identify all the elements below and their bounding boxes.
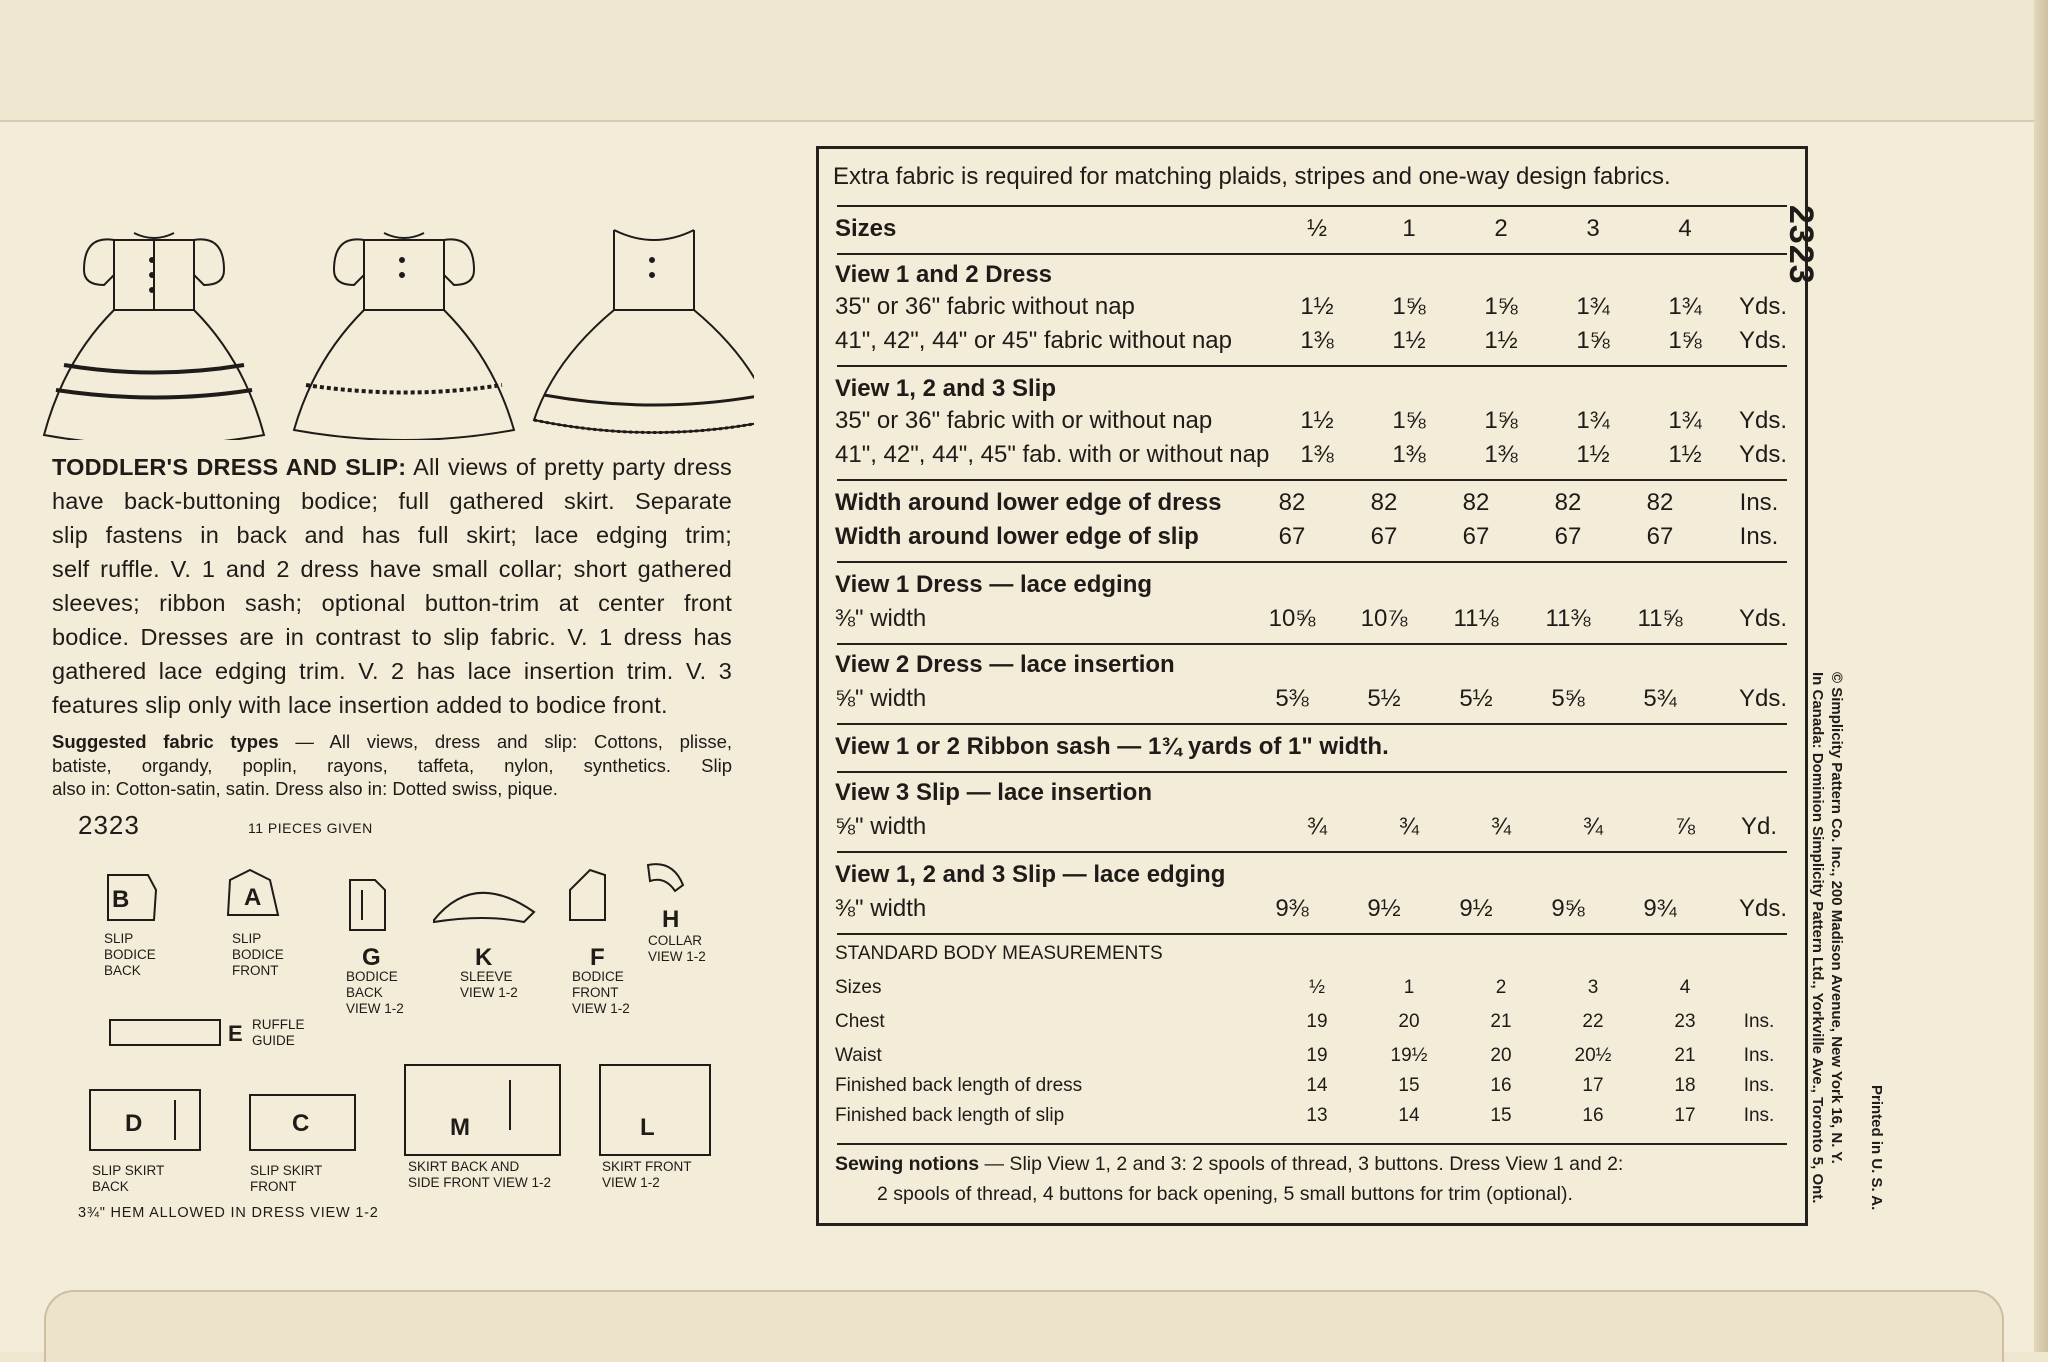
piece-label: SKIRT BACK AND — [408, 1159, 520, 1174]
piece-letter: G — [362, 944, 381, 971]
piece-g — [346, 880, 404, 1016]
cell: 1¾ — [1668, 407, 1702, 434]
piece-label: BACK — [104, 963, 141, 978]
row-label: Finished back length of dress — [835, 1075, 1083, 1096]
piece-label: SLIP SKIRT — [92, 1163, 165, 1178]
piece-m — [405, 1065, 560, 1190]
copyright-line: © Simplicity Pattern Co. Inc., 200 Madison Avenue, New York 16, N. Y. — [1828, 672, 1845, 1164]
cell: 21 — [1490, 1011, 1512, 1032]
cell: 14 — [1306, 1075, 1328, 1096]
unit: Ins. — [1743, 1105, 1775, 1126]
cell: 2 — [1495, 977, 1507, 998]
table-divider — [837, 479, 1787, 481]
cell: 22 — [1582, 1011, 1604, 1032]
piece-k — [434, 893, 534, 1000]
cell: 5½ — [1459, 685, 1493, 712]
pattern-pieces-diagram — [80, 855, 760, 1235]
cell: 67 — [1554, 523, 1582, 550]
fabrics-line: — All views, dress and slip: Cottons, plisse, — [295, 731, 733, 752]
unit: Yds. — [1739, 327, 1788, 354]
piece-d — [90, 1090, 200, 1194]
piece-label: SIDE FRONT VIEW 1-2 — [408, 1175, 552, 1190]
piece-a — [228, 870, 284, 978]
table-divider — [837, 933, 1787, 935]
cell: 15 — [1398, 1075, 1420, 1096]
section-title: View 1, 2 and 3 Slip — [835, 375, 1056, 402]
piece-f — [570, 870, 630, 1016]
table-divider — [837, 1143, 1787, 1145]
piece-label: BODICE — [572, 969, 624, 984]
section-title: View 1 Dress — lace edging — [835, 571, 1153, 598]
piece-label: SLIP — [232, 931, 262, 946]
size-col-header: 1 — [1402, 215, 1416, 242]
piece-l — [600, 1065, 710, 1190]
piece-label: GUIDE — [252, 1033, 295, 1048]
cell: ½ — [1309, 977, 1325, 998]
cell: 1¾ — [1668, 293, 1702, 320]
sizes-header-row — [819, 209, 1805, 249]
unit: Yds. — [1739, 895, 1788, 922]
section-title: View 3 Slip — lace insertion — [835, 779, 1153, 806]
cell: 82 — [1462, 489, 1490, 516]
row-label: ⅝" width — [835, 813, 927, 840]
cell: 1⅝ — [1576, 327, 1610, 354]
sewing-notions-label: Sewing notions — [835, 1153, 980, 1175]
fabrics-line: batiste, organdy, poplin, rayons, taffeta, nylon, synthetics. Slip — [52, 754, 732, 776]
yardage-table — [816, 146, 1808, 1226]
piece-letter: M — [450, 1114, 470, 1141]
cell: 1½ — [1484, 327, 1518, 354]
suggested-fabrics — [52, 730, 732, 801]
table-divider — [837, 723, 1787, 725]
piece-label: VIEW 1-2 — [602, 1175, 660, 1190]
unit: Yds. — [1739, 605, 1788, 632]
piece-letter: K — [475, 944, 493, 971]
row-label: Sizes — [835, 977, 882, 998]
cell: ¾ — [1582, 813, 1603, 840]
row-label: Chest — [835, 1011, 885, 1032]
cell: 11⅛ — [1453, 605, 1499, 632]
cell: 9¾ — [1643, 895, 1677, 922]
cell: 67 — [1370, 523, 1398, 550]
fabrics-line: also in: Cotton-satin, satin. Dress also in: Dotted swiss, pique. — [52, 778, 558, 799]
cell: 5⅝ — [1551, 685, 1585, 712]
cell: 67 — [1646, 523, 1674, 550]
cell: 1½ — [1300, 407, 1334, 434]
description-line: slip fastens in back and has full skirt; lace edging trim; — [52, 522, 732, 548]
row-label: ⅝" width — [835, 685, 927, 712]
unit: Ins. — [1743, 1045, 1775, 1066]
cell: 67 — [1278, 523, 1306, 550]
cell: 1⅜ — [1392, 441, 1426, 468]
cell: ⅞ — [1674, 813, 1695, 840]
view-1-dress-drawing — [44, 233, 264, 440]
piece-label: BODICE — [346, 969, 398, 984]
cell: 5¾ — [1643, 685, 1677, 712]
unit: Ins. — [1743, 1075, 1775, 1096]
cell: 1½ — [1576, 441, 1610, 468]
table-divider — [837, 205, 1787, 207]
cell: 14 — [1398, 1105, 1420, 1126]
envelope-edge — [2034, 0, 2048, 1352]
row-label: ⅜" width — [835, 895, 927, 922]
cell: 19 — [1306, 1011, 1328, 1032]
cell: 1½ — [1392, 327, 1426, 354]
cell: 9⅝ — [1551, 895, 1585, 922]
view-2-dress-drawing — [294, 233, 514, 440]
section-title: View 1, 2 and 3 Slip — lace edging — [835, 861, 1226, 888]
size-col-header: ½ — [1306, 215, 1327, 242]
unit: Yds. — [1739, 407, 1788, 434]
sewing-notions-line — [835, 1153, 1623, 1176]
table-divider — [837, 851, 1787, 853]
piece-letter: H — [662, 906, 680, 933]
cell: 15 — [1490, 1105, 1512, 1126]
copyright-notice — [1808, 672, 1846, 1203]
row-label: Width around lower edge of slip — [835, 523, 1199, 550]
cell: ¾ — [1306, 813, 1327, 840]
row-label: 35" or 36" fabric without nap — [835, 293, 1135, 320]
cell: 82 — [1278, 489, 1306, 516]
sewing-notions-text: — Slip View 1, 2 and 3: 2 spools of thread, 3 buttons. Dress View 1 and 2: — [984, 1153, 1624, 1175]
cell: 82 — [1370, 489, 1398, 516]
cell: 1⅜ — [1300, 441, 1334, 468]
piece-label: BODICE — [232, 947, 284, 962]
piece-letter: A — [244, 884, 262, 911]
piece-letter: C — [292, 1110, 310, 1137]
cell: 1⅝ — [1484, 293, 1518, 320]
pattern-number-small: 2323 — [78, 810, 140, 840]
cell: 20½ — [1574, 1045, 1612, 1066]
unit: Yds. — [1739, 293, 1788, 320]
section-title: View 2 Dress — lace insertion — [835, 651, 1175, 678]
description-line: gathered lace edging trim. V. 2 has lace insertion trim. V. 3 — [52, 658, 732, 684]
pieces-given: 11 PIECES GIVEN — [248, 820, 373, 836]
cell: 82 — [1646, 489, 1674, 516]
description-line: sleeves; ribbon sash; optional button-trim at center front — [52, 590, 732, 616]
table-divider — [837, 643, 1787, 645]
piece-label: BACK — [346, 985, 383, 1000]
row-label: 35" or 36" fabric with or without nap — [835, 407, 1213, 434]
cell: 9½ — [1367, 895, 1401, 922]
cell: ¾ — [1398, 813, 1419, 840]
piece-letter: E — [228, 1021, 243, 1046]
cell: 17 — [1674, 1105, 1696, 1126]
size-col-header: 3 — [1586, 215, 1600, 242]
piece-label: FRONT — [232, 963, 279, 978]
cell: 23 — [1674, 1011, 1696, 1032]
cell: 9⅜ — [1275, 895, 1309, 922]
section-title: View 1 and 2 Dress — [835, 261, 1053, 288]
cell: 9½ — [1459, 895, 1493, 922]
description-line: have back-buttoning bodice; full gathered skirt. Separate — [52, 488, 732, 514]
piece-label: FRONT — [250, 1179, 297, 1194]
row-label: Waist — [835, 1045, 882, 1066]
envelope-bottom-flap — [44, 1290, 2004, 1362]
cell: 5½ — [1367, 685, 1401, 712]
unit: Yds. — [1739, 441, 1788, 468]
description-line: features slip only with lace insertion added to bodice front. — [52, 692, 668, 718]
cell: 19 — [1306, 1045, 1328, 1066]
piece-letter: F — [590, 944, 605, 971]
piece-letter: B — [112, 886, 130, 913]
view-3-slip-drawing — [534, 230, 754, 433]
piece-b — [104, 875, 156, 978]
cell: 16 — [1582, 1105, 1604, 1126]
envelope-top-flap — [0, 0, 2048, 122]
unit: Ins. — [1739, 489, 1779, 516]
cell: 11⅝ — [1637, 605, 1683, 632]
piece-letter: D — [125, 1110, 143, 1137]
row-label: Width around lower edge of dress — [835, 489, 1222, 516]
description-line: self ruffle. V. 1 and 2 dress have small collar; short gathered — [52, 556, 732, 582]
cell: 20 — [1490, 1045, 1512, 1066]
cell: 10⅞ — [1360, 605, 1408, 632]
cell: 17 — [1582, 1075, 1604, 1096]
size-col-header: 4 — [1678, 215, 1692, 242]
piece-e — [110, 1017, 305, 1048]
piece-label: FRONT — [572, 985, 619, 1000]
piece-label: BACK — [92, 1179, 129, 1194]
cell: 1¾ — [1576, 293, 1610, 320]
unit: Yds. — [1739, 685, 1788, 712]
piece-label: VIEW 1-2 — [460, 985, 518, 1000]
piece-h — [648, 864, 706, 964]
cell: 1⅜ — [1300, 327, 1334, 354]
cell: 11⅜ — [1545, 605, 1591, 632]
row-label: 41", 42", 44", 45" fab. with or without nap — [835, 441, 1270, 468]
cell: 1⅜ — [1484, 441, 1518, 468]
section-title: View 1 or 2 Ribbon sash — 1¾ yards of 1" width. — [835, 733, 1389, 760]
cell: 1 — [1403, 977, 1415, 998]
piece-label: VIEW 1-2 — [648, 949, 706, 964]
dress-illustrations — [34, 215, 754, 440]
cell: 10⅝ — [1268, 605, 1316, 632]
piece-label: SLIP SKIRT — [250, 1163, 323, 1178]
table-divider — [837, 771, 1787, 773]
hem-note: 3¾" HEM ALLOWED IN DRESS VIEW 1-2 — [78, 1205, 379, 1221]
piece-label: SKIRT FRONT — [602, 1159, 692, 1174]
table-divider — [837, 561, 1787, 563]
row-label: ⅜" width — [835, 605, 927, 632]
description-line: bodice. Dresses are in contrast to slip fabric. V. 1 dress has — [52, 624, 732, 650]
pattern-description — [52, 450, 732, 722]
size-col-header: 2 — [1494, 215, 1508, 242]
piece-label: SLEEVE — [460, 969, 513, 984]
cell: 13 — [1306, 1105, 1328, 1126]
description-lead: TODDLER'S DRESS AND SLIP: — [52, 454, 407, 480]
piece-label: COLLAR — [648, 933, 703, 948]
table-divider — [837, 365, 1787, 367]
unit: Yd. — [1740, 813, 1778, 840]
piece-label: BODICE — [104, 947, 156, 962]
piece-label: VIEW 1-2 — [572, 1001, 630, 1016]
cell: 1⅝ — [1392, 293, 1426, 320]
piece-label: VIEW 1-2 — [346, 1001, 404, 1016]
row-label: Finished back length of slip — [835, 1105, 1065, 1126]
piece-c — [250, 1095, 355, 1194]
cell: 1½ — [1300, 293, 1334, 320]
unit: Ins. — [1739, 523, 1779, 550]
printed-in: Printed in U. S. A. — [1868, 1085, 1885, 1211]
cell: 3 — [1587, 977, 1599, 998]
piece-label: SLIP — [104, 931, 134, 946]
table-divider — [837, 253, 1787, 255]
cell: 1⅝ — [1392, 407, 1426, 434]
pattern-number-vertical: 2323 — [1782, 205, 1820, 285]
piece-label: RUFFLE — [252, 1017, 305, 1032]
fabrics-label: Suggested fabric types — [52, 731, 279, 752]
sewing-notions-line: 2 spools of thread, 4 buttons for back opening, 5 small buttons for trim (optional). — [877, 1183, 1573, 1205]
matching-fabric-note: Extra fabric is required for matching plaids, stripes and one-way design fabrics. — [833, 163, 1671, 190]
body-measurements-title: STANDARD BODY MEASUREMENTS — [835, 943, 1163, 964]
cell: 16 — [1490, 1075, 1512, 1096]
cell: 1½ — [1668, 441, 1702, 468]
row-label: 41", 42", 44" or 45" fabric without nap — [835, 327, 1232, 354]
description-line: All views of pretty party dress — [413, 454, 732, 480]
cell: 67 — [1462, 523, 1490, 550]
cell: 4 — [1679, 977, 1691, 998]
cell: 21 — [1674, 1045, 1696, 1066]
unit: Ins. — [1743, 1011, 1775, 1032]
cell: 82 — [1554, 489, 1582, 516]
cell: 1⅝ — [1484, 407, 1518, 434]
sizes-label: Sizes — [835, 215, 897, 242]
cell: 1¾ — [1576, 407, 1610, 434]
cell: 1⅝ — [1668, 327, 1702, 354]
cell: 18 — [1674, 1075, 1696, 1096]
cell: ¾ — [1490, 813, 1511, 840]
piece-letter: L — [640, 1114, 655, 1141]
cell: 5⅜ — [1275, 685, 1309, 712]
canada-line: In Canada: Dominion Simplicity Pattern Ltd., Yorkville Ave., Toronto 5, Ont. — [1809, 672, 1826, 1204]
cell: 19½ — [1390, 1045, 1428, 1066]
cell: 20 — [1398, 1011, 1420, 1032]
